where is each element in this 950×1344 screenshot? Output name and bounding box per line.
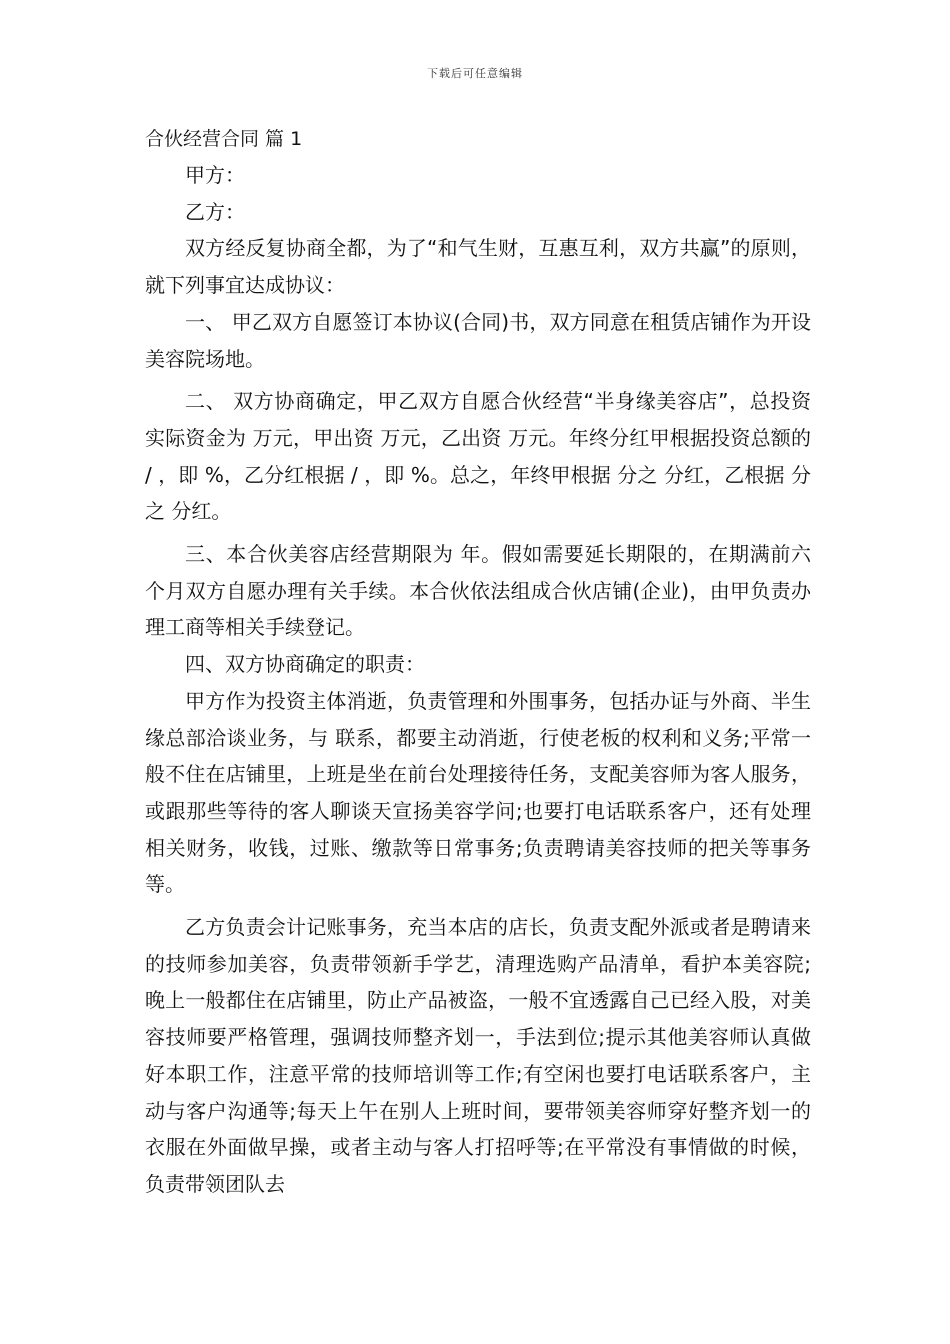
paragraph-party-a: 甲方： <box>185 163 245 187</box>
paragraph-clause-4: 四、双方协商确定的职责： <box>185 652 425 677</box>
page-header: 下载后可任意编辑 <box>427 67 523 80</box>
paragraph-party-b: 乙方： <box>185 199 245 224</box>
paragraph-party-a-duties: 甲方作为投资主体消逝，负责管理和外围事务，包括办证与外商、半生缘总部洽谈业务，与 联系，都要主动消逝，行使老板的权利和义务;平常一般不住在店铺里，上班是坐在前台处理接待任务，支配美容师为客人服务，或跟那些等待的客人聊谈天宣扬美容学问;也要打电话联系客户，还有处理相关财务，收钱，过账、缴款等日常事务;负责聘请美容技师的把关等事务等。 <box>145 688 811 897</box>
paragraph-clause-2: 二、 双方协商确定，甲乙双方自愿合伙经营“半身缘美容店”，总投资实际资金为 万元，甲出资 万元，乙出资 万元。年终分红甲根据投资总额的 / ，即 %，乙分红根据 / ，即 %。总之，年终甲根据 分之 分红，乙根据 分之 分红。 <box>145 389 811 524</box>
paragraph-party-b-duties: 乙方负责会计记账事务，充当本店的店长，负责支配外派或者是聘请来的技师参加美容，负责带领新手学艺，清理选购产品清单，看护本美容院;晚上一般都住在店铺里，防止产品被盗，一般不宜透露自己已经入股，对美容技师要严格管理，强调技师整齐划一，手法到位;提示其他美容师认真做好本职工作，注意平常的技师培训等工作;有空闲也要打电话联系客户，主动与客户沟通等;每天上午在别人上班时间，要带领美容师穿好整齐划一的衣服在外面做早操，或者主动与客人打招呼等;在平常没有事情做的时候，负责带领团队去 <box>145 915 811 1196</box>
paragraph-preamble: 双方经反复协商全都，为了“和气生财，互惠互利，双方共赢”的原则，就下列事宜达成协议： <box>145 236 811 298</box>
paragraph-clause-1: 一、 甲乙双方自愿签订本协议(合同)书，双方同意在租赁店铺作为开设美容院场地。 <box>145 309 811 371</box>
paragraph-clause-3: 三、本合伙美容店经营期限为 年。假如需要延长期限的，在期满前六个月双方自愿办理有关手续。本合伙依法组成合伙店铺(企业)，由甲负责办理工商等相关手续登记。 <box>145 542 811 640</box>
document-title: 合伙经营合同 篇 1 <box>145 128 303 150</box>
document-body <box>145 123 811 1203</box>
